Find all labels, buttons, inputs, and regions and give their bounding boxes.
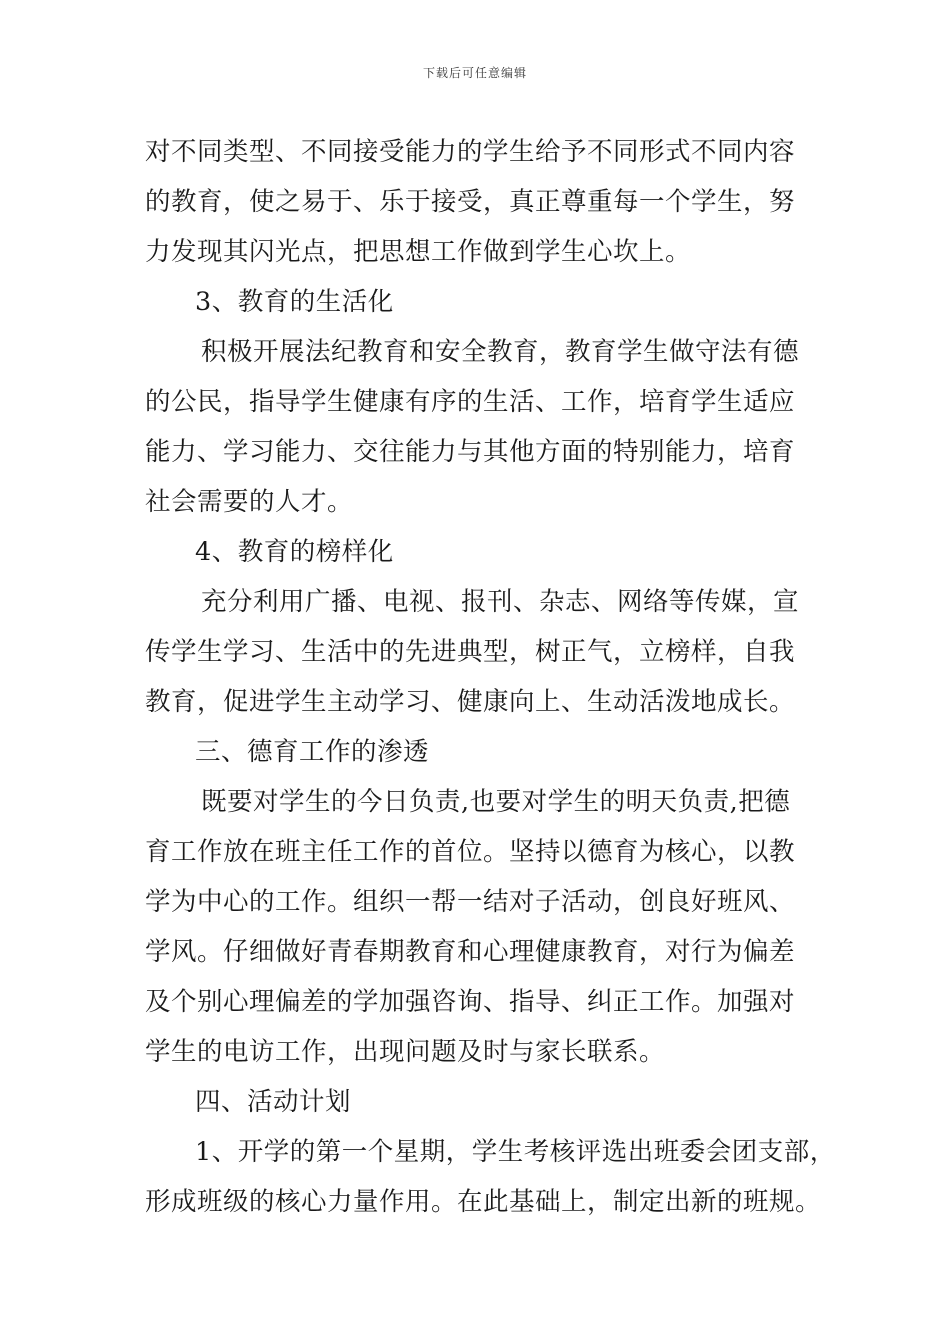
page-header: 下载后可任意编辑 — [422, 66, 527, 80]
text-line: 四、活动计划 — [195, 1087, 352, 1117]
text-line: 的教育，使之易于、乐于接受，真正尊重每一个学生，努 — [145, 187, 796, 217]
text-line: 充分利用广播、电视、报刊、杂志、网络等传媒，宣 — [201, 587, 800, 617]
text-line: 的公民，指导学生健康有序的生活、工作，培育学生适应 — [145, 387, 796, 417]
text-line: 对不同类型、不同接受能力的学生给予不同形式不同内容 — [145, 137, 796, 167]
text-line: 传学生学习、生活中的先进典型，树正气，立榜样，自我 — [145, 637, 796, 667]
text-line: 既要对学生的今日负责,也要对学生的明天负责,把德 — [201, 787, 791, 817]
text-line: 力发现其闪光点，把思想工作做到学生心坎上。 — [145, 237, 692, 267]
text-line: 形成班级的核心力量作用。在此基础上，制定出新的班规。 — [145, 1187, 822, 1217]
text-line: 1、开学的第一个星期，学生考核评选出班委会团支部， — [195, 1137, 836, 1167]
body-text — [145, 127, 835, 1227]
text-line: 教育，促进学生主动学习、健康向上、生动活泼地成长。 — [145, 687, 796, 717]
text-line: 社会需要的人才。 — [145, 487, 354, 517]
text-line: 能力、学习能力、交往能力与其他方面的特别能力，培育 — [145, 437, 796, 467]
text-line: 积极开展法纪教育和安全教育，教育学生做守法有德 — [201, 337, 800, 367]
text-line: 学风。仔细做好青春期教育和心理健康教育，对行为偏差 — [145, 937, 796, 967]
text-line: 及个别心理偏差的学加强咨询、指导、纠正工作。加强对 — [145, 987, 796, 1017]
text-line: 育工作放在班主任工作的首位。坚持以德育为核心，以教 — [145, 837, 796, 867]
text-line: 学为中心的工作。组织一帮一结对子活动，创良好班风、 — [145, 887, 796, 917]
text-line: 三、德育工作的渗透 — [195, 737, 430, 767]
text-line: 4、教育的榜样化 — [195, 537, 394, 567]
text-line: 3、教育的生活化 — [195, 287, 394, 317]
text-line: 学生的电访工作，出现问题及时与家长联系。 — [145, 1037, 666, 1067]
